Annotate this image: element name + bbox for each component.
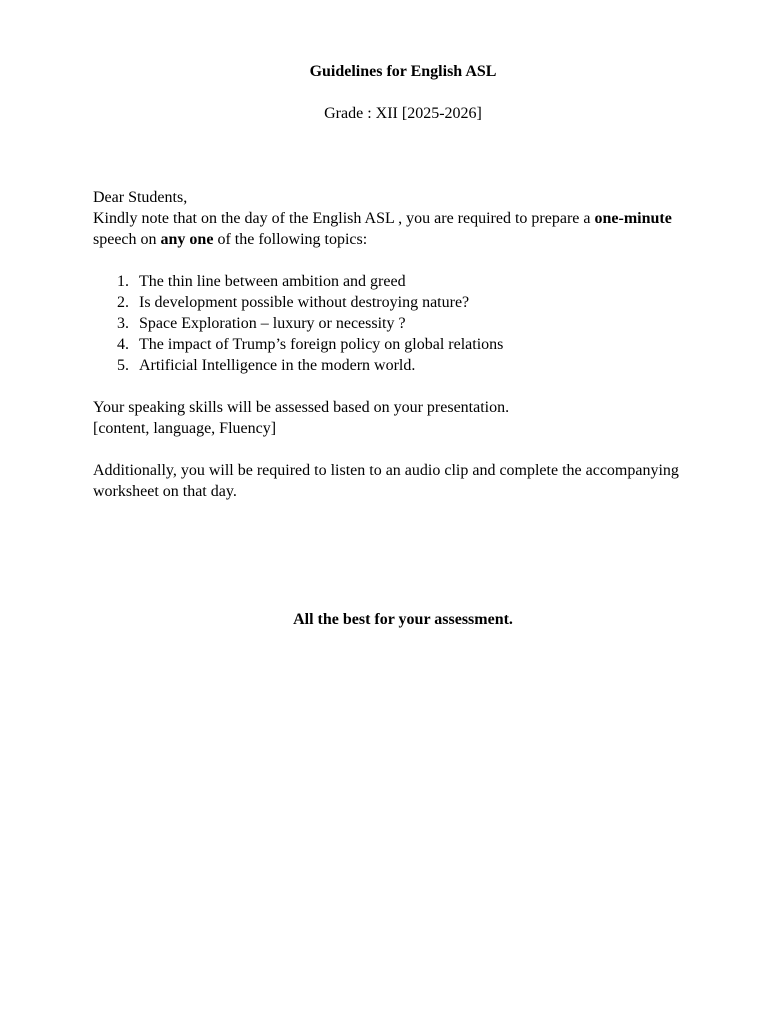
intro-paragraph (93, 208, 703, 250)
topic-text: Is development possible without destroying nature? (139, 294, 470, 311)
paragraph-gap (93, 439, 703, 460)
list-item (93, 355, 703, 376)
topic-number: 4. (117, 336, 129, 353)
assessment-line-1: Your speaking skills will be assessed based on your presentation. (93, 399, 510, 416)
topic-text: Space Exploration – luxury or necessity ? (139, 315, 406, 332)
topic-number: 1. (117, 273, 129, 290)
list-item (93, 271, 703, 292)
topic-text: The impact of Trump’s foreign policy on global relations (139, 336, 504, 353)
topic-number: 3. (117, 315, 129, 332)
document-title: Guidelines for English ASL (309, 63, 497, 80)
topic-number: 5. (117, 357, 129, 374)
additional-paragraph: Additionally, you will be required to listen to an audio clip and complete the accompanying worksheet on that day. (93, 462, 679, 500)
list-item (93, 292, 703, 313)
topic-number: 2. (117, 294, 129, 311)
list-item (93, 334, 703, 355)
intro-bold-any-one: any one (160, 231, 214, 248)
assessment-line-2: [content, language, Fluency] (93, 420, 277, 437)
salutation: Dear Students, (93, 189, 188, 206)
document-body (93, 187, 703, 502)
closing-line: All the best for your assessment. (293, 611, 513, 628)
topic-text: The thin line between ambition and greed (139, 273, 406, 290)
intro-text-1: Kindly note that on the day of the English ASL , you are required to prepare a (93, 210, 595, 227)
intro-text-2: speech on (93, 231, 161, 248)
grade-line: Grade : XII [2025-2026] (324, 105, 482, 122)
intro-bold-one-minute: one-minute (594, 210, 672, 227)
topic-text: Artificial Intelligence in the modern world. (139, 357, 416, 374)
topics-list (93, 271, 703, 376)
list-item (93, 313, 703, 334)
intro-text-3: of the following topics: (213, 231, 368, 248)
